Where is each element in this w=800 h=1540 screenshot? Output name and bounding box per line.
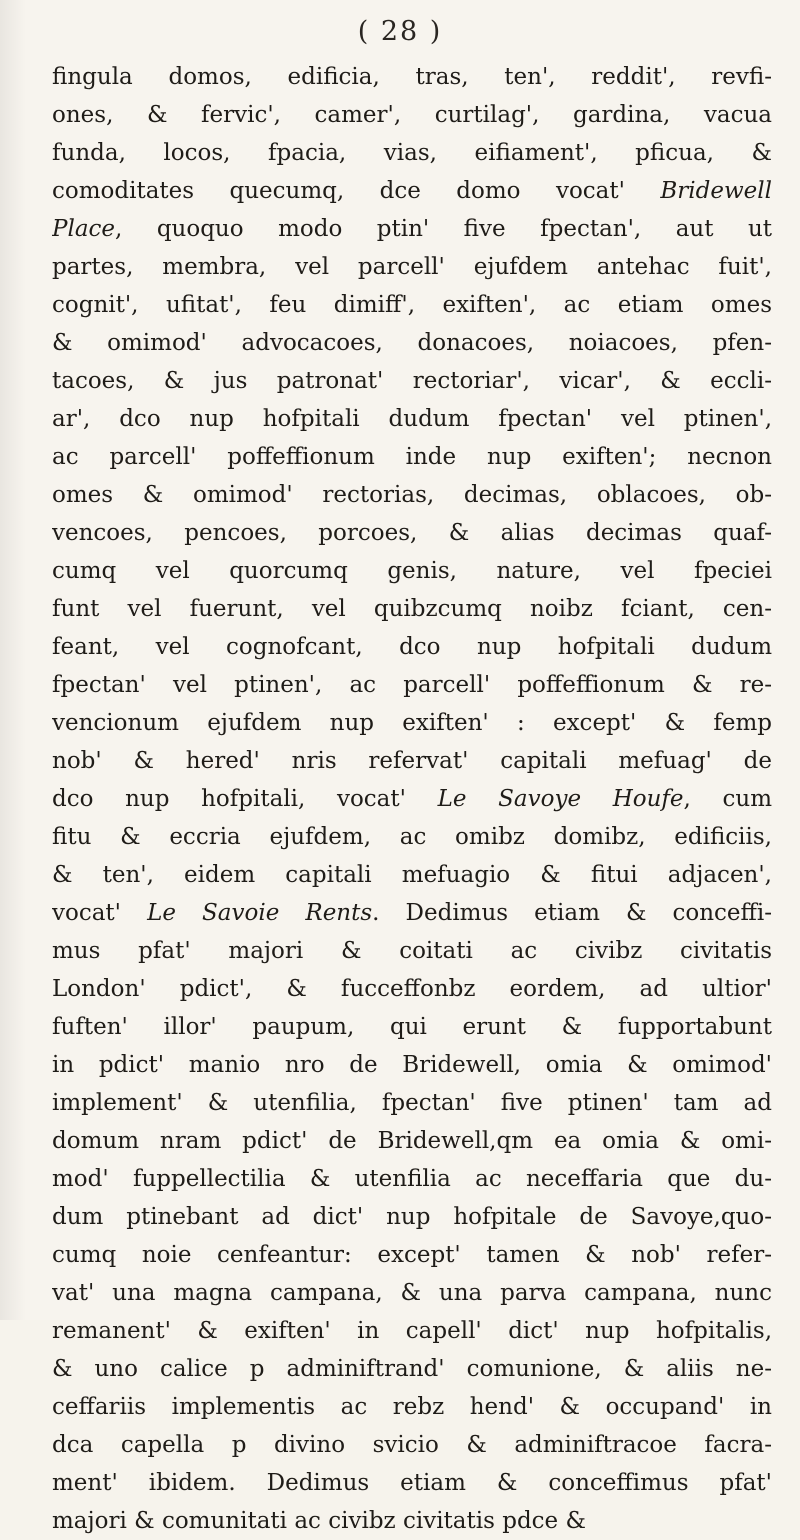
text-line: [52, 1236, 772, 1274]
page-number: ( 28 ): [357, 16, 443, 47]
text-line-segment: funda, locos, fpacia, vias, eifiament', pficua, &: [52, 140, 772, 166]
text-line-segment: in pdict' manio nro de Bridewell, omia & omimod': [52, 1052, 772, 1078]
text-line: [52, 172, 772, 210]
text-line: [52, 324, 772, 362]
text-line: [52, 1122, 772, 1160]
text-line-segment: dca capella p divino svicio & adminiftracoe facra-: [52, 1432, 772, 1458]
text-line: [52, 666, 772, 704]
text-line: [52, 1198, 772, 1236]
text-line: [52, 1274, 772, 1312]
text-line-segment: partes, membra, vel parcell' ejufdem antehac fuit',: [52, 254, 772, 280]
text-line-segment: nob' & hered' nris refervat' capitali mefuag' de: [52, 748, 772, 774]
text-line: [52, 1008, 772, 1046]
text-line: [52, 1388, 772, 1426]
text-line-segment: cumq vel quorcumq genis, nature, vel fpeciei: [52, 558, 772, 584]
text-line: [52, 1426, 772, 1464]
italic-place-name: Le Savoie Rents: [147, 900, 373, 926]
text-line-segment: & ten', eidem capitali mefuagio & fitui adjacen',: [52, 862, 772, 888]
text-line: [52, 248, 772, 286]
text-line-segment: & omimod' advocacoes, donacoes, noiacoes, pfen-: [52, 330, 772, 356]
italic-place-name: Le Savoye Houfe: [437, 786, 684, 812]
text-line-segment: implement' & utenfilia, fpectan' five ptinen' tam ad: [52, 1090, 772, 1116]
text-line: [52, 1502, 772, 1540]
text-line: [52, 1084, 772, 1122]
text-line-segment: , cum: [683, 786, 772, 812]
text-line-segment: ment' ibidem. Dedimus etiam & conceffimus pfat': [52, 1470, 772, 1496]
italic-place-name: Bridewell: [660, 178, 772, 204]
text-line-segment: comoditates quecumq, dce domo vocat': [52, 178, 661, 204]
text-line-segment: ac parcell' poffeffionum inde nup exiften'; necnon: [52, 444, 772, 470]
text-line-segment: dum ptinebant ad dict' nup hofpitale de Savoye,quo-: [52, 1204, 772, 1230]
text-line: [52, 286, 772, 324]
text-line-segment: ceffariis implementis ac rebz hend' & occupand' in: [52, 1394, 772, 1420]
text-line-segment: tacoes, & jus patronat' rectoriar', vicar', & eccli-: [52, 368, 772, 394]
text-line: [52, 1464, 772, 1502]
text-line: [52, 1312, 772, 1350]
text-line-segment: London' pdict', & fucceffonbz eordem, ad ultior': [52, 976, 772, 1002]
text-line: [52, 780, 772, 818]
text-line-segment: domum nram pdict' de Bridewell,qm ea omia & omi-: [52, 1128, 772, 1154]
text-line: [52, 932, 772, 970]
text-line-segment: vencionum ejufdem nup exiften' : except' & femp: [52, 710, 772, 736]
text-line-segment: mus pfat' majori & coitati ac civibz civitatis: [52, 938, 772, 964]
text-line-segment: vat' una magna campana, & una parva campana, nunc: [52, 1280, 772, 1306]
text-line: [52, 58, 772, 96]
text-line: [52, 1350, 772, 1388]
text-line-segment: ones, & fervic', camer', curtilag', gardina, vacua: [52, 102, 772, 128]
text-line-segment: funt vel fuerunt, vel quibzcumq noibz fciant, cen-: [52, 596, 772, 622]
text-line-segment: fuften' illor' paupum, qui erunt & fupportabunt: [52, 1014, 772, 1040]
text-line: [52, 818, 772, 856]
text-line-segment: & uno calice p adminiftrand' comunione, & aliis ne-: [52, 1356, 772, 1382]
text-line-segment: fingula domos, edificia, tras, ten', reddit', revfi-: [52, 64, 772, 90]
text-line: [52, 96, 772, 134]
text-line-segment: vocat': [52, 900, 148, 926]
text-line-segment: cumq noie cenfeantur: except' tamen & nob' refer-: [52, 1242, 772, 1268]
text-line-segment: remanent' & exiften' in capell' dict' nup hofpitalis,: [52, 1318, 772, 1344]
text-line: [52, 856, 772, 894]
text-line-segment: majori & comunitati ac civibz civitatis pdce &: [52, 1508, 586, 1534]
text-line-segment: omes & omimod' rectorias, decimas, oblacoes, ob-: [52, 482, 772, 508]
body-text: [52, 58, 772, 1540]
text-line: [52, 704, 772, 742]
text-line-segment: dco nup hofpitali, vocat': [52, 786, 438, 812]
text-line: [52, 210, 772, 248]
text-line: [52, 514, 772, 552]
text-line-segment: fitu & eccria ejufdem, ac omibz domibz, edificiis,: [52, 824, 772, 850]
text-line: [52, 438, 772, 476]
italic-place-name: Place: [52, 216, 116, 242]
text-line: [52, 400, 772, 438]
text-line: [52, 970, 772, 1008]
text-line: [52, 476, 772, 514]
text-line-segment: mod' fuppellectilia & utenfilia ac neceffaria que du-: [52, 1166, 772, 1192]
text-line-segment: ar', dco nup hofpitali dudum fpectan' vel ptinen',: [52, 406, 772, 432]
text-line-segment: fpectan' vel ptinen', ac parcell' poffeffionum & re-: [52, 672, 772, 698]
text-line: [52, 552, 772, 590]
text-line: [52, 1160, 772, 1198]
text-line: [52, 362, 772, 400]
text-line: [52, 742, 772, 780]
text-line: [52, 590, 772, 628]
text-line-segment: , quoquo modo ptin' five fpectan', aut ut: [115, 216, 772, 242]
text-line-segment: cognit', ufitat', feu dimiff', exiften', ac etiam omes: [52, 292, 772, 318]
text-line-segment: feant, vel cognofcant, dco nup hofpitali dudum: [52, 634, 772, 660]
text-line-segment: vencoes, pencoes, porcoes, & alias decimas quaf-: [52, 520, 772, 546]
text-line: [52, 1046, 772, 1084]
text-line-segment: . Dedimus etiam & conceffi-: [372, 900, 772, 926]
text-line: [52, 628, 772, 666]
text-line: [52, 134, 772, 172]
text-line: [52, 894, 772, 932]
page-fold-shadow: [0, 0, 26, 1320]
